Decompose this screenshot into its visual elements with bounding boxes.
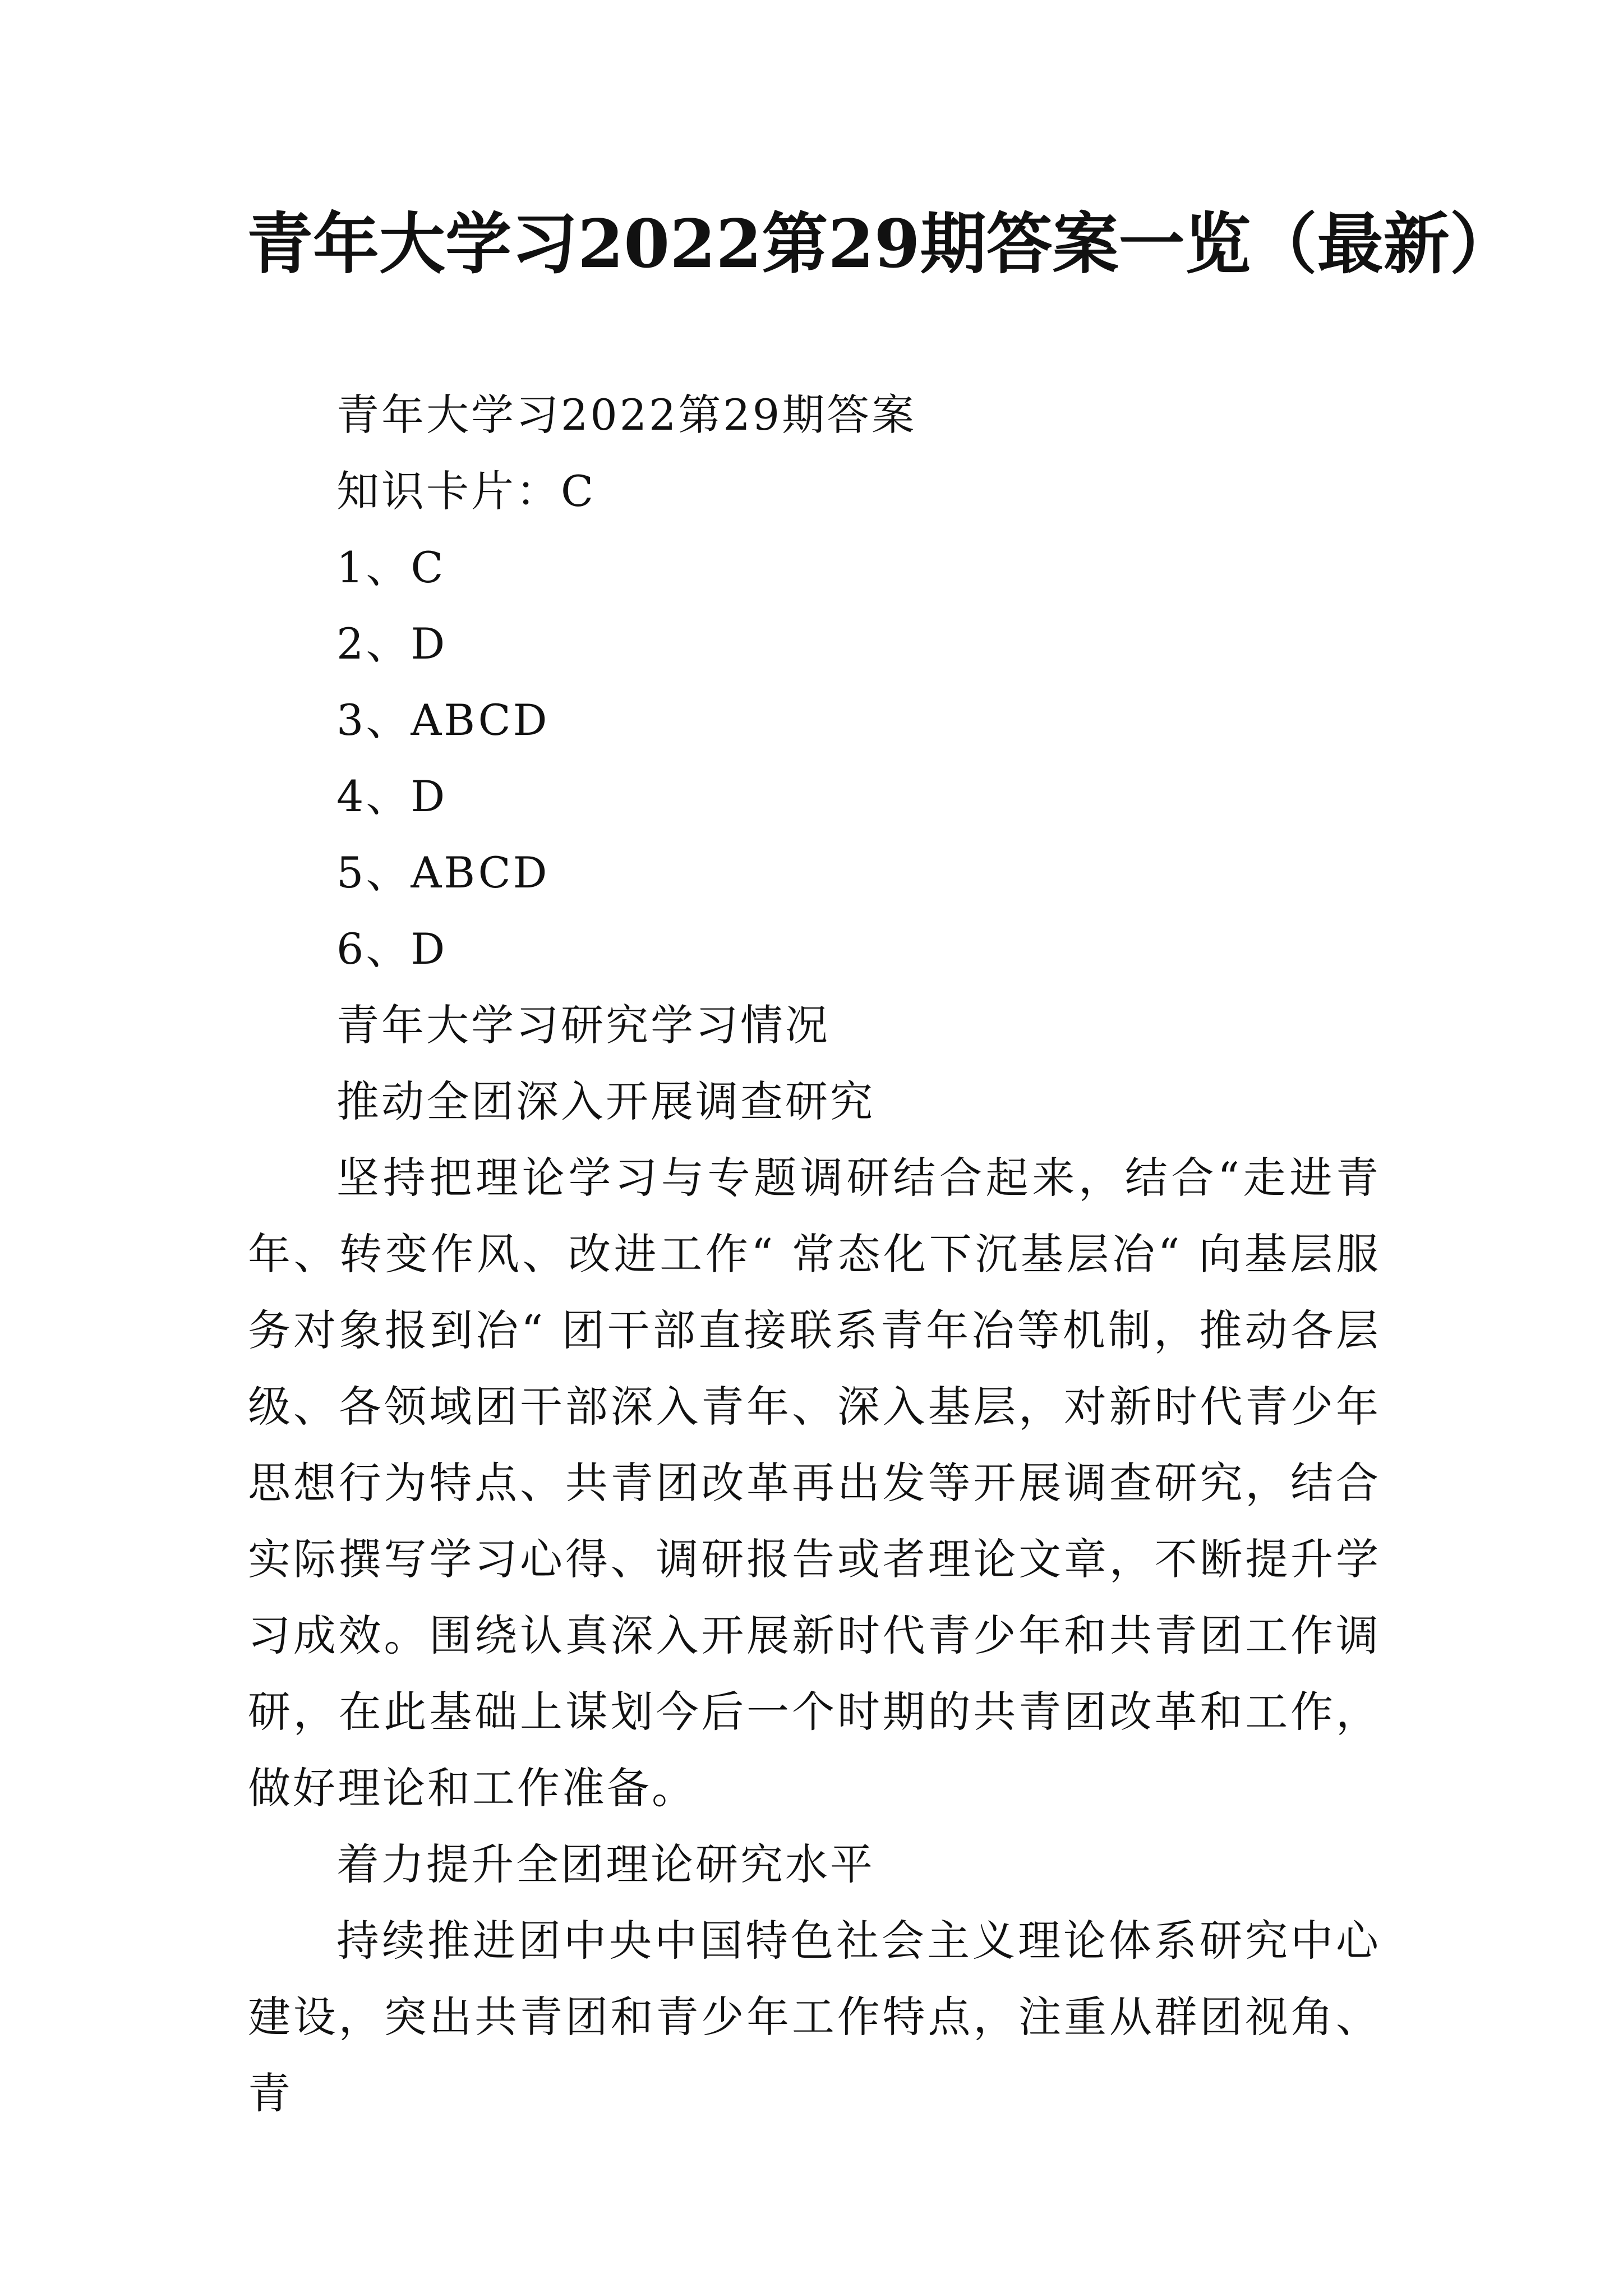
document-body: [248, 377, 1381, 2132]
section-heading: 青年大学习研究学习情况: [336, 1000, 830, 1050]
document-title: 青年大学习2022第29期答案一览（最新）: [247, 205, 1516, 283]
answer-2: 2、D: [336, 619, 448, 669]
subtitle-line: 青年大学习2022第29期答案: [336, 390, 917, 440]
subsection-heading-1: 推动全团深入开展调查研究: [336, 1076, 875, 1126]
subsection-heading-2: 着力提升全团理论研究水平: [336, 1839, 875, 1889]
answer-5: 5、ABCD: [336, 848, 550, 898]
paragraph-1: 坚持把理论学习与专题调研结合起来，结合“走进青年、转变作风、改进工作“ 常态化下沉基层冶“ 向基层服务对象报到冶“ 团干部直接联系青年冶等机制，推动各层级、各领域团干部深入青年、深入基层，对新时代青少年思想行为特点、共青团改革再出发等开展调查研究，结合实际撰写学习心得、调研报告或者理论文章，不断提升学习成效。围绕认真深入开展新时代青少年和共青团工作调研，在此基础上谋划今后一个时期的共青团改革和工作，做好理论和工作准备。: [248, 1153, 1381, 1813]
answer-4: 4、D: [336, 771, 448, 821]
answer-3: 3、ABCD: [336, 695, 550, 745]
answer-1: 1、C: [336, 542, 446, 592]
paragraph-2: 持续推进团中央中国特色社会主义理论体系研究中心建设，突出共青团和青少年工作特点，注重从群团视角、青: [248, 1916, 1381, 2118]
answer-6: 6、D: [336, 924, 448, 974]
answer-knowledge-card: 知识卡片：C: [336, 466, 596, 516]
